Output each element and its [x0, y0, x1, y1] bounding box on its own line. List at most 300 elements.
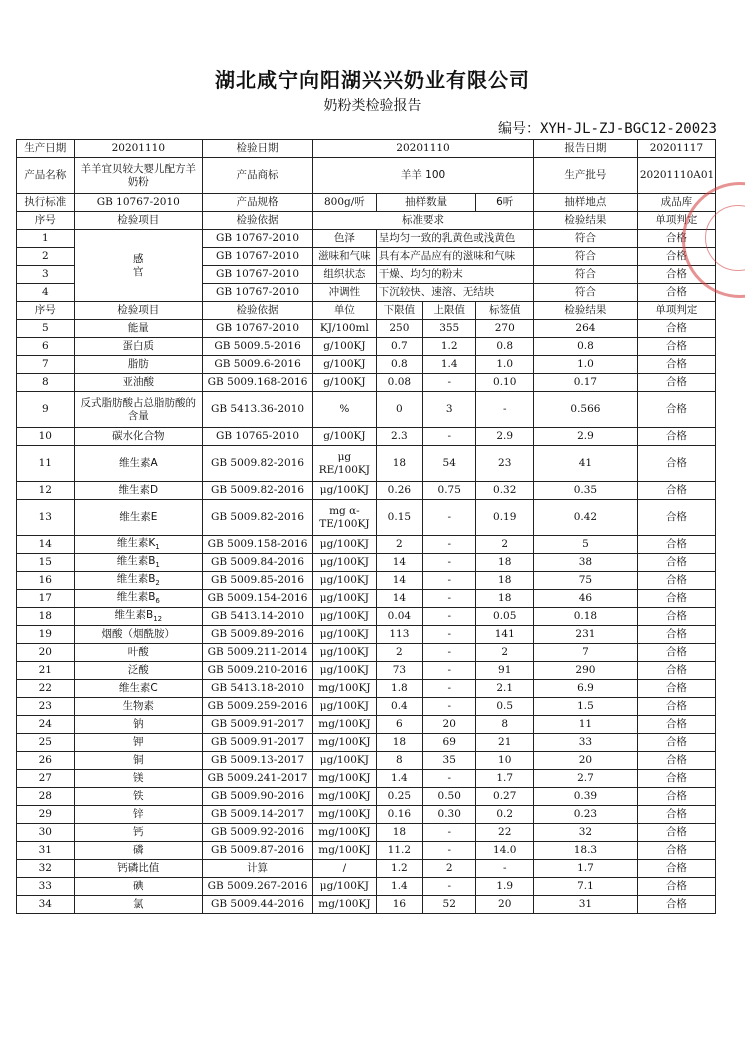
label-value: 18 — [476, 572, 534, 590]
test-basis: GB 5009.90-2016 — [203, 788, 313, 806]
test-result: 0.8 — [534, 338, 638, 356]
column-header: 检验依据 — [203, 302, 313, 320]
row-number: 1 — [17, 230, 75, 248]
test-item-name: 碳水化合物 — [112, 430, 165, 443]
row-number: 27 — [17, 770, 75, 788]
table-row — [17, 626, 716, 644]
test-basis: GB 5009.82-2016 — [203, 500, 313, 536]
test-item-subscript: 2 — [155, 579, 160, 588]
test-item-name: 脂肪 — [127, 358, 149, 371]
sensory-attribute: 色泽 — [313, 230, 377, 248]
label-value: 91 — [476, 662, 534, 680]
unit: mg/100KJ — [313, 788, 377, 806]
test-result: 2.9 — [534, 428, 638, 446]
lower-limit: 1.2 — [376, 860, 422, 878]
test-basis: GB 5009.158-2016 — [203, 536, 313, 554]
row-number: 15 — [17, 554, 75, 572]
label-value: 2.9 — [476, 428, 534, 446]
judgement: 合格 — [637, 806, 715, 824]
row-number: 7 — [17, 356, 75, 374]
test-item — [74, 572, 202, 590]
row-number: 11 — [17, 446, 75, 482]
judgement: 合格 — [637, 554, 715, 572]
unit: μg/100KJ — [313, 554, 377, 572]
unit: μg/100KJ — [313, 608, 377, 626]
column-header: 序号 — [17, 212, 75, 230]
test-basis: GB 5413.14-2010 — [203, 608, 313, 626]
table-row — [17, 590, 716, 608]
lower-limit: 2 — [376, 644, 422, 662]
upper-limit: - — [423, 428, 476, 446]
table-row — [17, 392, 716, 428]
unit: μg RE/100KJ — [313, 446, 377, 482]
test-basis: GB 5009.92-2016 — [203, 824, 313, 842]
sensory-row — [17, 230, 716, 248]
judgement: 合格 — [637, 860, 715, 878]
test-result: 20 — [534, 752, 638, 770]
test-item-name: 维生素C — [118, 682, 158, 695]
info-value: 成品库 — [637, 194, 715, 212]
test-item — [74, 428, 202, 446]
info-label: 产品名称 — [17, 158, 75, 194]
lower-limit: 18 — [376, 734, 422, 752]
test-item-name: 亚油酸 — [122, 376, 155, 389]
row-number: 28 — [17, 788, 75, 806]
test-item-name: 泛酸 — [127, 664, 149, 677]
test-item — [74, 590, 202, 608]
test-result: 290 — [534, 662, 638, 680]
label-value: 22 — [476, 824, 534, 842]
test-item-name: 维生素B — [116, 573, 156, 586]
row-number: 21 — [17, 662, 75, 680]
lower-limit: 14 — [376, 590, 422, 608]
row-number: 9 — [17, 392, 75, 428]
test-item-subscript: 6 — [155, 597, 160, 606]
standard-requirement: 干燥、均匀的粉末 — [376, 266, 533, 284]
judgement: 合格 — [637, 896, 715, 914]
lower-limit: 18 — [376, 824, 422, 842]
table-row — [17, 680, 716, 698]
unit: μg/100KJ — [313, 590, 377, 608]
lower-limit: 18 — [376, 446, 422, 482]
row-number: 16 — [17, 572, 75, 590]
upper-limit: - — [423, 374, 476, 392]
test-result: 符合 — [534, 266, 638, 284]
document-number: 编号：XYH-JL-ZJ-BGC12-20023 — [497, 121, 717, 137]
table-row — [17, 572, 716, 590]
test-item-subscript: 1 — [155, 543, 160, 552]
row-number: 18 — [17, 608, 75, 626]
test-item — [74, 734, 202, 752]
test-item-name: 维生素B — [116, 555, 156, 568]
row-number: 14 — [17, 536, 75, 554]
row-number: 13 — [17, 500, 75, 536]
label-value: 0.2 — [476, 806, 534, 824]
test-result: 符合 — [534, 230, 638, 248]
column-header: 标准要求 — [313, 212, 534, 230]
info-value: 羊羊 100 — [313, 158, 534, 194]
row-number: 25 — [17, 734, 75, 752]
test-basis: GB 5009.168-2016 — [203, 374, 313, 392]
lower-limit: 14 — [376, 572, 422, 590]
lower-limit: 0.04 — [376, 608, 422, 626]
column-header: 单位 — [313, 302, 377, 320]
unit: g/100KJ — [313, 428, 377, 446]
table-row — [17, 698, 716, 716]
test-item — [74, 662, 202, 680]
test-item — [74, 482, 202, 500]
unit: mg/100KJ — [313, 806, 377, 824]
standard-requirement: 下沉较快、速溶、无结块 — [376, 284, 533, 302]
upper-limit: - — [423, 842, 476, 860]
judgement: 合格 — [637, 590, 715, 608]
test-basis: GB 10767-2010 — [203, 266, 313, 284]
test-item-name: 锌 — [133, 808, 144, 821]
info-label: 报告日期 — [534, 140, 638, 158]
label-value: 2 — [476, 536, 534, 554]
test-result: 符合 — [534, 248, 638, 266]
table-row — [17, 860, 716, 878]
row-number: 6 — [17, 338, 75, 356]
upper-limit: 35 — [423, 752, 476, 770]
info-label: 抽样地点 — [534, 194, 638, 212]
info-value: GB 10767-2010 — [74, 194, 202, 212]
test-basis: GB 5009.267-2016 — [203, 878, 313, 896]
label-value: 141 — [476, 626, 534, 644]
table-row — [17, 806, 716, 824]
column-header: 检验依据 — [203, 212, 313, 230]
test-item — [74, 554, 202, 572]
test-item-name: 叶酸 — [127, 646, 149, 659]
column-header: 检验项目 — [74, 302, 202, 320]
info-value: 羊羊宜贝较大婴儿配方羊奶粉 — [74, 158, 202, 194]
info-value: 800g/听 — [313, 194, 377, 212]
test-item — [74, 500, 202, 536]
label-value: 1.7 — [476, 770, 534, 788]
test-result: 264 — [534, 320, 638, 338]
label-value: 0.27 — [476, 788, 534, 806]
row-number: 32 — [17, 860, 75, 878]
sensory-group-label: 感 官 — [74, 230, 202, 302]
row-number: 19 — [17, 626, 75, 644]
upper-limit: - — [423, 698, 476, 716]
info-label: 执行标准 — [17, 194, 75, 212]
unit: μg/100KJ — [313, 698, 377, 716]
test-result: 0.18 — [534, 608, 638, 626]
test-item — [74, 644, 202, 662]
table-row — [17, 536, 716, 554]
test-item — [74, 608, 202, 626]
upper-limit: - — [423, 770, 476, 788]
test-item — [74, 680, 202, 698]
row-number: 17 — [17, 590, 75, 608]
judgement: 合格 — [637, 446, 715, 482]
unit: g/100KJ — [313, 374, 377, 392]
unit: μg/100KJ — [313, 752, 377, 770]
label-value: 0.10 — [476, 374, 534, 392]
test-item-name: 钙 — [133, 826, 144, 839]
unit: μg/100KJ — [313, 878, 377, 896]
unit: mg/100KJ — [313, 896, 377, 914]
table-row — [17, 896, 716, 914]
test-item-name: 维生素E — [119, 511, 158, 524]
test-basis: GB 5009.82-2016 — [203, 446, 313, 482]
test-result: 38 — [534, 554, 638, 572]
judgement: 合格 — [637, 626, 715, 644]
lower-limit: 0.7 — [376, 338, 422, 356]
test-basis: GB 5009.241-2017 — [203, 770, 313, 788]
table-row — [17, 446, 716, 482]
test-item-name: 铜 — [133, 754, 144, 767]
test-item-name: 钾 — [133, 736, 144, 749]
upper-limit: 69 — [423, 734, 476, 752]
judgement: 合格 — [637, 698, 715, 716]
unit: g/100KJ — [313, 338, 377, 356]
test-result: 31 — [534, 896, 638, 914]
test-result: 1.0 — [534, 356, 638, 374]
lower-limit: 1.8 — [376, 680, 422, 698]
label-value: 0.5 — [476, 698, 534, 716]
test-result: 0.23 — [534, 806, 638, 824]
label-value: 21 — [476, 734, 534, 752]
unit: mg/100KJ — [313, 716, 377, 734]
unit: μg/100KJ — [313, 662, 377, 680]
lower-limit: 0.08 — [376, 374, 422, 392]
test-item — [74, 752, 202, 770]
test-item-subscript: 1 — [155, 561, 160, 570]
upper-limit: - — [423, 644, 476, 662]
info-value: 20201110 — [74, 140, 202, 158]
row-number: 22 — [17, 680, 75, 698]
upper-limit: - — [423, 824, 476, 842]
lower-limit: 0.8 — [376, 356, 422, 374]
test-item-name: 磷 — [133, 844, 144, 857]
table-row — [17, 824, 716, 842]
column-header: 下限值 — [376, 302, 422, 320]
judgement: 合格 — [637, 752, 715, 770]
test-basis: GB 5413.18-2010 — [203, 680, 313, 698]
lower-limit: 113 — [376, 626, 422, 644]
judgement: 合格 — [637, 482, 715, 500]
judgement: 合格 — [637, 374, 715, 392]
upper-limit: 2 — [423, 860, 476, 878]
info-row — [17, 140, 716, 158]
column-header: 上限值 — [423, 302, 476, 320]
label-value: 1.9 — [476, 878, 534, 896]
test-item-name: 维生素A — [118, 457, 158, 470]
table-row — [17, 788, 716, 806]
test-basis: GB 5009.211-2014 — [203, 644, 313, 662]
lower-limit: 2.3 — [376, 428, 422, 446]
test-result: 33 — [534, 734, 638, 752]
judgement: 合格 — [637, 248, 715, 266]
test-result: 符合 — [534, 284, 638, 302]
upper-limit: - — [423, 680, 476, 698]
test-item — [74, 374, 202, 392]
unit: mg/100KJ — [313, 734, 377, 752]
upper-limit: - — [423, 662, 476, 680]
lower-limit: 16 — [376, 896, 422, 914]
test-result: 1.7 — [534, 860, 638, 878]
row-number: 30 — [17, 824, 75, 842]
unit: mg/100KJ — [313, 824, 377, 842]
test-result: 75 — [534, 572, 638, 590]
test-item — [74, 806, 202, 824]
table-row — [17, 734, 716, 752]
test-item — [74, 536, 202, 554]
judgement: 合格 — [637, 320, 715, 338]
upper-limit: 54 — [423, 446, 476, 482]
row-number: 23 — [17, 698, 75, 716]
table-row — [17, 554, 716, 572]
lower-limit: 14 — [376, 554, 422, 572]
unit: mg α-TE/100KJ — [313, 500, 377, 536]
judgement: 合格 — [637, 500, 715, 536]
row-number: 26 — [17, 752, 75, 770]
test-basis: 计算 — [203, 860, 313, 878]
row-number: 20 — [17, 644, 75, 662]
test-item — [74, 716, 202, 734]
test-result: 2.7 — [534, 770, 638, 788]
test-result: 7 — [534, 644, 638, 662]
test-item-name: 烟酸（烟酰胺） — [101, 628, 176, 641]
table-row — [17, 374, 716, 392]
label-value: 10 — [476, 752, 534, 770]
standard-requirement: 具有本产品应有的滋味和气味 — [376, 248, 533, 266]
row-number: 29 — [17, 806, 75, 824]
table-row — [17, 644, 716, 662]
test-result: 0.39 — [534, 788, 638, 806]
column-header: 检验结果 — [534, 212, 638, 230]
test-result: 41 — [534, 446, 638, 482]
test-basis: GB 10767-2010 — [203, 284, 313, 302]
info-value: 20201110A01 — [637, 158, 715, 194]
test-result: 18.3 — [534, 842, 638, 860]
test-result: 231 — [534, 626, 638, 644]
test-basis: GB 10765-2010 — [203, 428, 313, 446]
judgement: 合格 — [637, 572, 715, 590]
lower-limit: 11.2 — [376, 842, 422, 860]
label-value: 8 — [476, 716, 534, 734]
lower-limit: 6 — [376, 716, 422, 734]
test-item — [74, 770, 202, 788]
judgement: 合格 — [637, 608, 715, 626]
lower-limit: 1.4 — [376, 878, 422, 896]
test-item-name: 反式脂肪酸占总脂肪酸的含量 — [80, 397, 197, 422]
judgement: 合格 — [637, 716, 715, 734]
lower-limit: 0.4 — [376, 698, 422, 716]
test-item — [74, 896, 202, 914]
info-label: 抽样数量 — [376, 194, 476, 212]
unit: μg/100KJ — [313, 626, 377, 644]
row-number: 4 — [17, 284, 75, 302]
upper-limit: - — [423, 536, 476, 554]
label-value: 0.05 — [476, 608, 534, 626]
test-result: 32 — [534, 824, 638, 842]
lower-limit: 0.25 — [376, 788, 422, 806]
info-value: 20201110 — [313, 140, 534, 158]
label-value: 2 — [476, 644, 534, 662]
info-label: 产品商标 — [203, 158, 313, 194]
judgement: 合格 — [637, 770, 715, 788]
upper-limit: 0.75 — [423, 482, 476, 500]
judgement: 合格 — [637, 842, 715, 860]
unit: % — [313, 392, 377, 428]
lower-limit: 0.16 — [376, 806, 422, 824]
test-result: 0.42 — [534, 500, 638, 536]
table-row — [17, 320, 716, 338]
row-number: 33 — [17, 878, 75, 896]
test-basis: GB 10767-2010 — [203, 320, 313, 338]
column-header: 标签值 — [476, 302, 534, 320]
test-result: 0.17 — [534, 374, 638, 392]
label-value: 2.1 — [476, 680, 534, 698]
table-row — [17, 338, 716, 356]
info-label: 产品规格 — [203, 194, 313, 212]
row-number: 24 — [17, 716, 75, 734]
upper-limit: 3 — [423, 392, 476, 428]
label-value: 18 — [476, 590, 534, 608]
table-row — [17, 842, 716, 860]
test-result: 0.566 — [534, 392, 638, 428]
table-row — [17, 662, 716, 680]
test-result: 1.5 — [534, 698, 638, 716]
sensory-attribute: 组织状态 — [313, 266, 377, 284]
lower-limit: 0.26 — [376, 482, 422, 500]
judgement: 合格 — [637, 788, 715, 806]
inspection-table — [16, 139, 716, 914]
label-value: - — [476, 392, 534, 428]
lower-limit: 8 — [376, 752, 422, 770]
upper-limit: 52 — [423, 896, 476, 914]
info-label: 生产日期 — [17, 140, 75, 158]
sensory-attribute: 冲调性 — [313, 284, 377, 302]
judgement: 合格 — [637, 392, 715, 428]
test-item-name: 能量 — [127, 322, 149, 335]
test-item — [74, 698, 202, 716]
table-row — [17, 500, 716, 536]
test-item — [74, 788, 202, 806]
unit: μg/100KJ — [313, 572, 377, 590]
row-number: 34 — [17, 896, 75, 914]
test-item-subscript: 12 — [153, 615, 163, 624]
info-label: 检验日期 — [203, 140, 313, 158]
test-basis: GB 5009.259-2016 — [203, 698, 313, 716]
test-basis: GB 5009.210-2016 — [203, 662, 313, 680]
test-item-name: 维生素D — [118, 484, 159, 497]
judgement: 合格 — [637, 428, 715, 446]
unit: mg/100KJ — [313, 680, 377, 698]
lower-limit: 1.4 — [376, 770, 422, 788]
label-value: 23 — [476, 446, 534, 482]
judgement: 合格 — [637, 662, 715, 680]
test-basis: GB 5009.154-2016 — [203, 590, 313, 608]
column-header: 检验结果 — [534, 302, 638, 320]
judgement: 合格 — [637, 878, 715, 896]
unit: μg/100KJ — [313, 644, 377, 662]
table-row — [17, 716, 716, 734]
test-item — [74, 356, 202, 374]
test-basis: GB 5009.89-2016 — [203, 626, 313, 644]
upper-limit: - — [423, 878, 476, 896]
row-number: 10 — [17, 428, 75, 446]
upper-limit: 1.2 — [423, 338, 476, 356]
table-row — [17, 770, 716, 788]
lower-limit: 2 — [376, 536, 422, 554]
label-value: 1.0 — [476, 356, 534, 374]
test-item — [74, 860, 202, 878]
judgement: 合格 — [637, 266, 715, 284]
